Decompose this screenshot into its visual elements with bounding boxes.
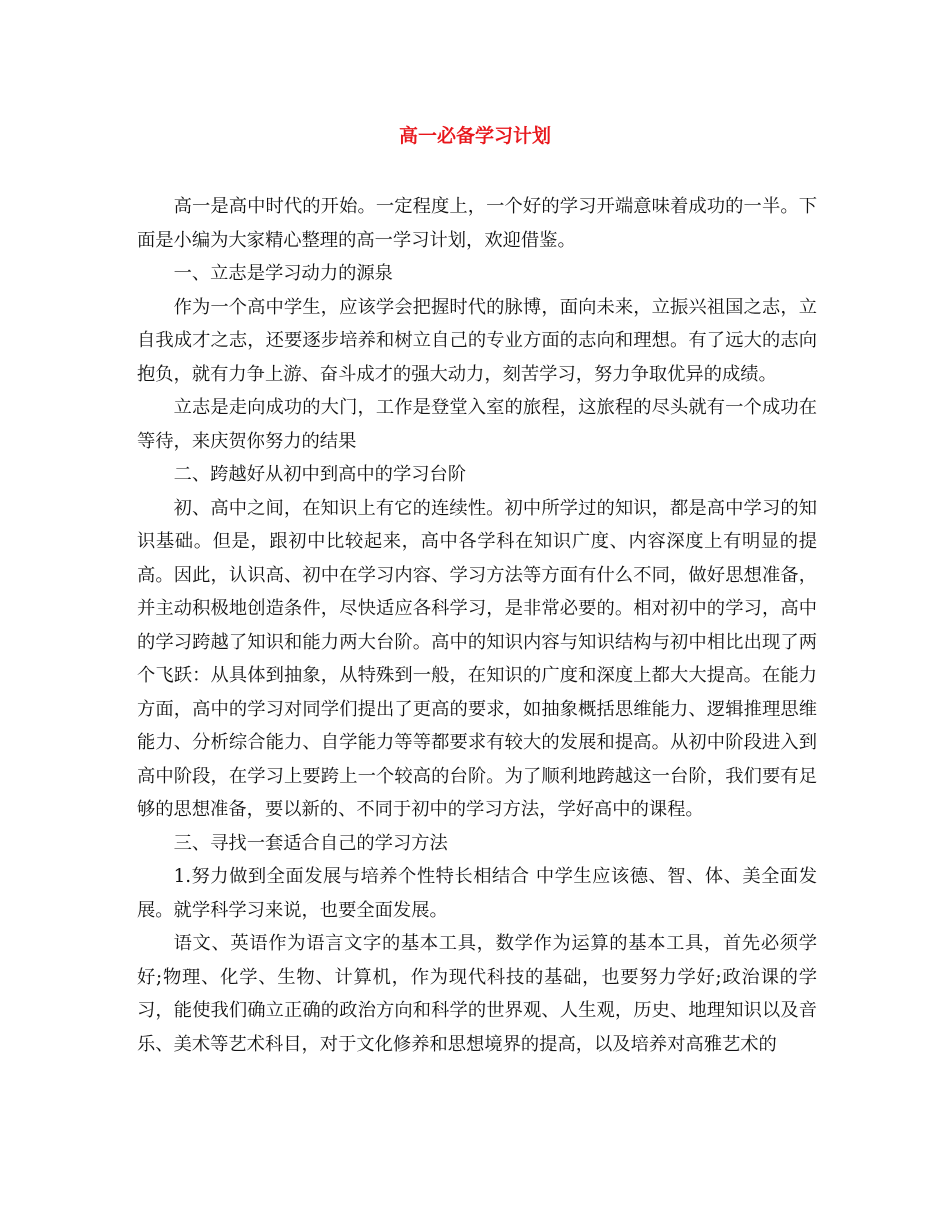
section-heading-1: 一、立志是学习动力的源泉 (173, 263, 393, 284)
paragraph: 作为一个高中学生，应该学会把握时代的脉博，面向未来，立振兴祖国之志，立自我成才之志，还要逐步培养和树立自己的专业方面的志向和理想。有了远大的志向抱负，就有力争上游、奋斗成才的强大动力，刻苦学习，努力争取优异的成绩。 (137, 296, 817, 385)
paragraph: 1.努力做到全面发展与培养个性特长相结合 中学生应该德、智、体、美全面发展。就学科学习来说，也要全面发展。 (137, 866, 817, 921)
section-heading-3: 三、寻找一套适合自己的学习方法 (173, 832, 448, 854)
section-heading-2: 二、跨越好从初中到高中的学习台阶 (173, 464, 467, 485)
paragraph-intro: 高一是高中时代的开始。一定程度上，一个好的学习开端意味着成功的一半。下面是小编为大家精心整理的高一学习计划，欢迎借鉴。 (137, 196, 817, 251)
paragraph: 立志是走向成功的大门，工作是登堂入室的旅程，这旅程的尽头就有一个成功在等待，来庆贺你努力的结果 (137, 397, 817, 452)
paragraph: 初、高中之间，在知识上有它的连续性。初中所学过的知识，都是高中学习的知识基础。但是，跟初中比较起来，高中各学科在知识广度、内容深度上有明显的提高。因此，认识高、初中在学习内容、学习方法等方面有什么不同，做好思想准备，并主动积极地创造条件，尽快适应各科学习，是非常必要的。相对初中的学习，高中的学习跨越了知识和能力两大台阶。高中的知识内容与知识结构与初中相比出现了两个飞跃：从具体到抽象，从特殊到一般，在知识的广度和深度上都大大提高。在能力方面，高中的学习对同学们提出了更高的要求，如抽象概括思维能力、逻辑推理思维能力、分析综合能力、自学能力等等都要求有较大的发展和提高。从初中阶段进入到高中阶段，在学习上要跨上一个较高的台阶。为了顺利地跨越这一台阶，我们要有足够的思想准备，要以新的、不同于初中的学习方法，学好高中的课程。 (137, 497, 817, 820)
paragraph: 语文、英语作为语言文字的基本工具，数学作为运算的基本工具，首先必须学好;物理、化学、生物、计算机，作为现代科技的基础，也要努力学好;政治课的学习，能使我们确立正确的政治方向和科学的世界观、人生观，历史、地理知识以及音乐、美术等艺术科目，对于文化修养和思想境界的提高，以及培养对高雅艺术的 (137, 933, 817, 1055)
document-body (137, 190, 817, 1061)
document-title: 高一必备学习计划 (398, 125, 551, 147)
